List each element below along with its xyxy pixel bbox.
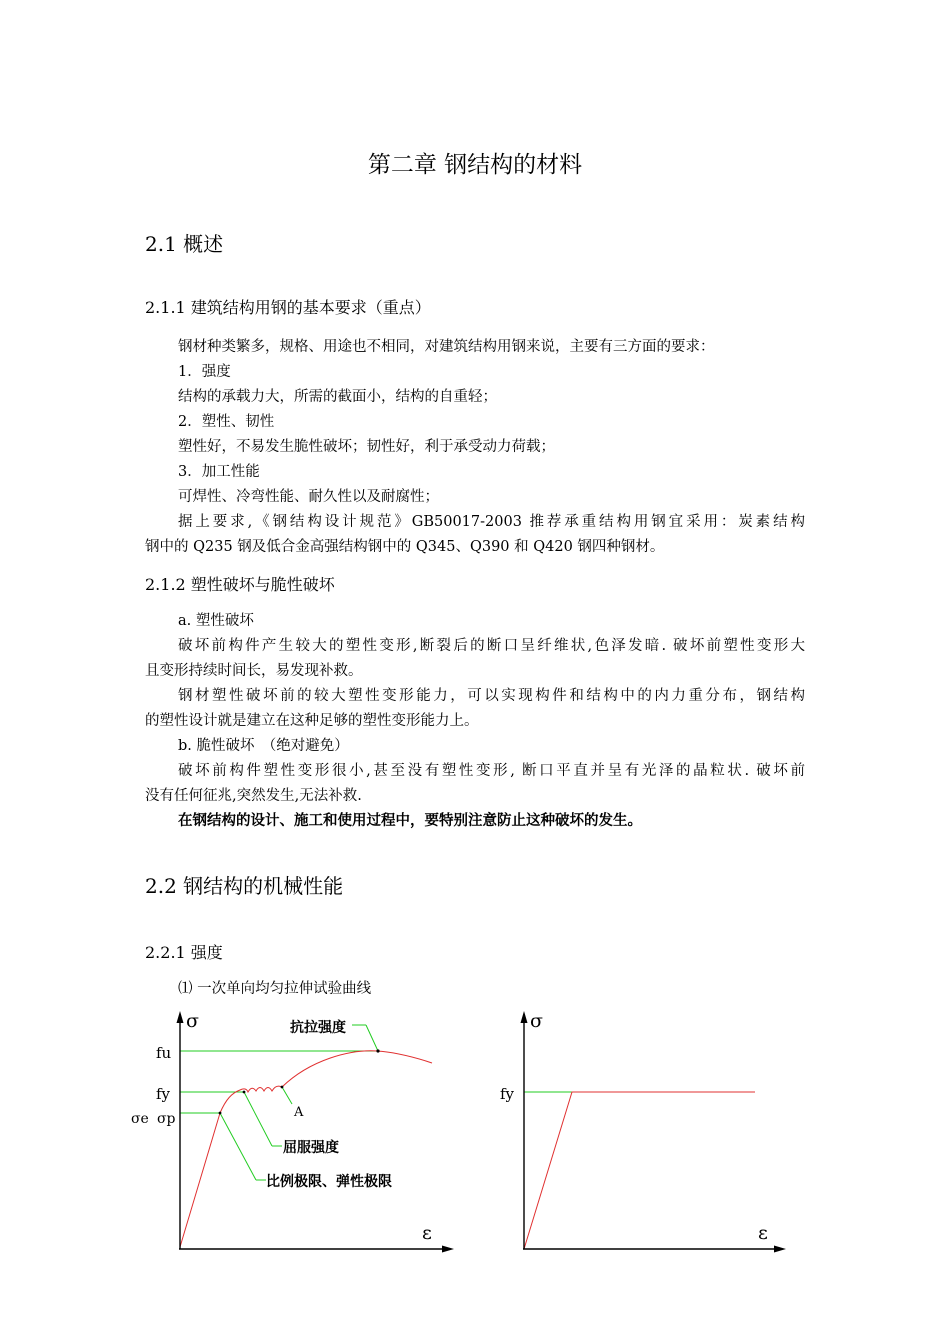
sigma-e-label: σe <box>131 1111 149 1127</box>
point-a <box>281 1086 284 1089</box>
plastic-failure-title: a. 塑性破坏 <box>178 613 254 629</box>
brittle-failure-p1-line1: 破坏前构件塑性变形很小,甚至没有塑性变形, 断口平直并呈有光泽的晶粒状. 破坏前 <box>178 763 805 779</box>
y-axis-label: σ <box>530 1010 543 1032</box>
section-2-2-title: 2.2 钢结构的机械性能 <box>145 874 344 898</box>
brittle-failure-title: b. 脆性破坏 （绝对避免） <box>178 738 349 754</box>
section-2-1-title: 2.1 概述 <box>145 232 224 256</box>
conclusion-line-1: 据上要求,《钢结构设计规范》GB50017-2003 推荐承重结构用钢宜采用：炭素结构 <box>178 514 805 530</box>
fy-label: fy <box>156 1085 171 1103</box>
section-2-1-2-title: 2.1.2 塑性破坏与脆性破坏 <box>145 575 335 594</box>
yield-point <box>243 1091 246 1094</box>
y-axis-arrow-icon <box>521 1011 528 1023</box>
y-axis-label: σ <box>186 1010 199 1032</box>
elastic-plastic-curve <box>524 1092 755 1249</box>
guide-lines <box>180 1025 378 1180</box>
requirement-1-title: 1．强度 <box>178 364 231 380</box>
requirement-3-desc: 可焊性、冷弯性能、耐久性以及耐腐性； <box>178 489 439 505</box>
requirement-3-title: 3．加工性能 <box>178 464 260 480</box>
requirement-2-desc: 塑性好，不易发生脆性破坏；韧性好，利于承受动力荷载； <box>178 439 555 455</box>
x-axis-label: ε <box>758 1222 768 1244</box>
x-axis-label: ε <box>422 1222 432 1244</box>
chapter-title: 第二章 钢结构的材料 <box>367 152 583 178</box>
section-2-1-1-title: 2.1.1 建筑结构用钢的基本要求（重点） <box>145 298 431 317</box>
plastic-failure-p2-line1: 钢材塑性破坏前的较大塑性变形能力，可以实现构件和结构中的内力重分布，钢结构 <box>178 688 805 704</box>
proportional-limit-point <box>219 1112 222 1115</box>
x-axis-arrow-icon <box>442 1246 454 1253</box>
figure-caption: ⑴ 一次单向均匀拉伸试验曲线 <box>178 981 372 997</box>
axes <box>179 1019 448 1249</box>
fy-label: fy <box>500 1085 515 1103</box>
y-axis-arrow-icon <box>177 1011 184 1023</box>
limits-label: 比例极限、弹性极限 <box>266 1174 392 1190</box>
plastic-failure-p2-line2: 的塑性设计就是建立在这种足够的塑性变形能力上。 <box>145 713 479 729</box>
fy-leader-line <box>244 1092 272 1146</box>
plastic-failure-p1-line2: 且变形持续时间长，易发现补救。 <box>145 663 363 679</box>
sigma-p-leader-line <box>220 1113 256 1180</box>
conclusion-line-2: 钢中的 Q235 钢及低合金高强结构钢中的 Q345、Q390 和 Q420 钢四种钢材。 <box>145 539 665 555</box>
axes <box>523 1019 780 1249</box>
point-a-label: A <box>294 1105 304 1120</box>
brittle-failure-p1-line2: 没有任何征兆,突然发生,无法补救. <box>145 788 362 804</box>
yield-strength-label: 屈服强度 <box>283 1140 339 1156</box>
ideal-elastic-plastic-figure <box>490 1005 800 1255</box>
requirements-intro: 钢材种类繁多，规格、用途也不相同，对建筑结构用钢来说，主要有三方面的要求： <box>178 339 715 355</box>
requirement-1-desc: 结构的承载力大，所需的截面小，结构的自重轻； <box>178 389 497 405</box>
tensile-strength-label: 抗拉强度 <box>290 1020 346 1036</box>
stress-strain-curve-figure <box>120 1005 460 1255</box>
fu-leader-line <box>366 1025 378 1051</box>
requirement-2-title: 2．塑性、韧性 <box>178 414 275 430</box>
sigma-p-label: σp <box>157 1111 176 1127</box>
plastic-failure-p1-line1: 破坏前构件产生较大的塑性变形,断裂后的断口呈纤维状,色泽发暗. 破坏前塑性变形大 <box>178 638 805 654</box>
tensile-strength-point <box>376 1049 379 1052</box>
section-2-2-1-title: 2.2.1 强度 <box>145 943 223 962</box>
brittle-failure-warning: 在钢结构的设计、施工和使用过程中，要特别注意防止这种破坏的发生。 <box>178 813 642 829</box>
point-a-leader-line <box>282 1087 292 1104</box>
fu-label: fu <box>156 1044 172 1062</box>
x-axis-arrow-icon <box>774 1246 786 1253</box>
